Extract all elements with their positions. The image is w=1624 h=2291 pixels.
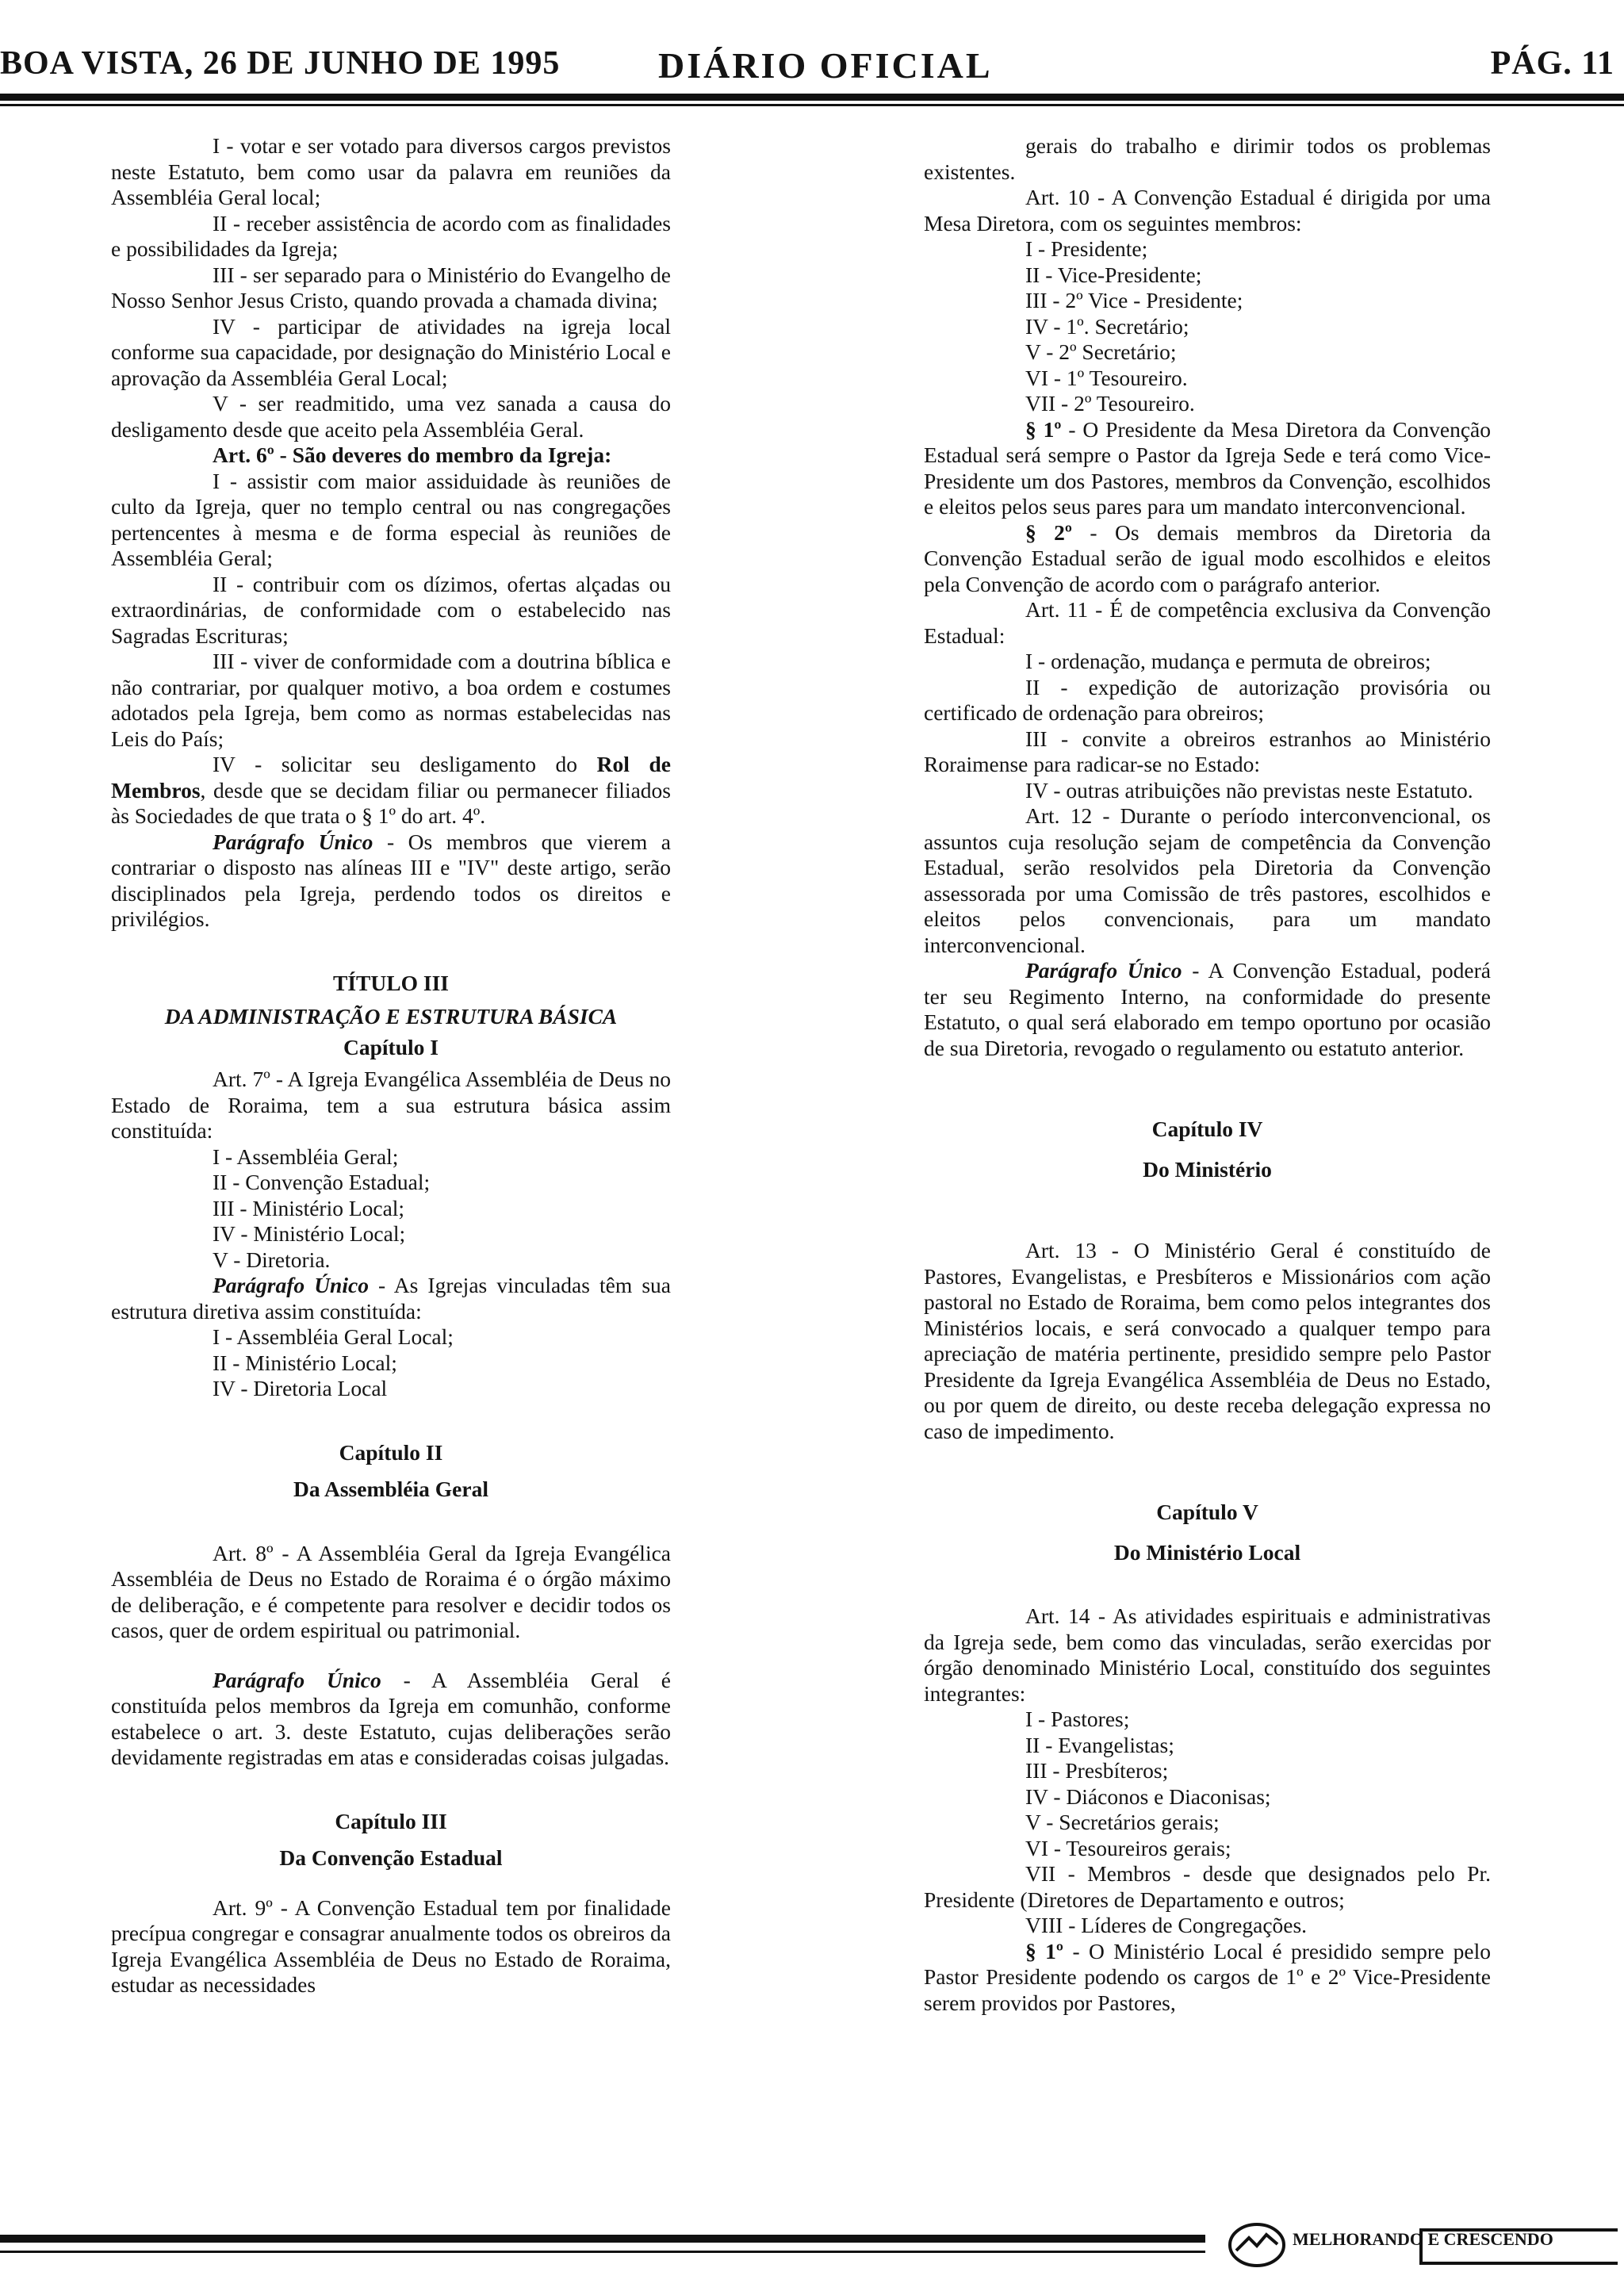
list-item: VIII - Líderes de Congregações. bbox=[1025, 1913, 1308, 1937]
paragraph: Art. 14 - As atividades espirituais e administrativas da Igreja sede, bem como das vinculadas, serão exercidas por órgão denominado Ministério Local, constituído dos seguintes integrantes: bbox=[924, 1603, 1491, 1706]
paragraph: Parágrafo Único - A Assembléia Geral é constituída pelos membros da Igreja em comunhão, conforme estabelece o art. 3. deste Estatuto, cujas deliberações serão devidamente registradas em atas e consideradas coisas julgadas. bbox=[111, 1667, 671, 1769]
list-item: II - Vice-Presidente; bbox=[1025, 262, 1202, 287]
chapter-subheading: Do Ministério bbox=[1143, 1156, 1272, 1182]
paragraph: § 1º - O Presidente da Mesa Diretora da Convenção Estadual será sempre o Pastor da Igreja Sede e terá como Vice-Presidente um dos Pastores, membros da Convenção, escolhidos e eleitos pelos seus pares para um mandato interconvencional. bbox=[924, 416, 1492, 519]
chapter-subheading: Da Convenção Estadual bbox=[279, 1845, 503, 1870]
paragraph: § 1º - O Ministério Local é presidido sempre pelo Pastor Presidente podendo os cargos de 1º e 2º Vice-Presidente serem providos por Pastores, bbox=[924, 1938, 1491, 2015]
list-item: I - Pastores; bbox=[1025, 1707, 1130, 1731]
chapter-subheading: Da Assembléia Geral bbox=[293, 1477, 488, 1501]
paragraph: II - receber assistência de acordo com as finalidades e possibilidades da Igreja; bbox=[111, 210, 671, 261]
paragraph: Parágrafo Único - As Igrejas vinculadas têm sua estrutura diretiva assim constituída: bbox=[111, 1273, 671, 1324]
page-header bbox=[0, 30, 1624, 106]
paragraph: I - assistir com maior assiduidade às reuniões de culto da Igreja, quer no templo central ou nas congregações pertencentes à mesma e de forma especial às reuniões de Assembléia Geral; bbox=[111, 468, 671, 570]
list-item: V - Secretários gerais; bbox=[1025, 1810, 1220, 1834]
footer-box bbox=[1419, 2228, 1618, 2265]
paragraph: Art. 7º - A Igreja Evangélica Assembléia de Deus no Estado de Roraima, tem a sua estrutura básica assim constituída: bbox=[111, 1067, 671, 1143]
paragraph: § 2º - Os demais membros da Diretoria da Convenção Estadual serão de igual modo escolhidos e eleitos pela Convenção de acordo com o parágrafo anterior. bbox=[924, 519, 1492, 596]
header-publication-title: DIÁRIO OFICIAL bbox=[658, 45, 993, 86]
header-rule-thick bbox=[0, 94, 1624, 101]
paragraph: IV - participar de atividades na igreja local conforme sua capacidade, por designação do Ministério Local e aprovação da Assembléia Geral Local; bbox=[111, 313, 671, 390]
list-item: II - Evangelistas; bbox=[1025, 1732, 1174, 1757]
list-item: III - Ministério Local; bbox=[213, 1195, 405, 1220]
paragraph: IV - solicitar seu desligamento do Rol de Membros, desde que se decidam filiar ou permanecer filiados às Sociedades de que trata o § 1º do art. 4º. bbox=[111, 752, 671, 828]
paragraph: III - convite a obreiros estranhos ao Ministério Roraimense para radicar-se no Estado: bbox=[924, 726, 1491, 776]
paragraph: III - viver de conformidade com a doutrina bíblica e não contrariar, por qualquer motivo, a boa ordem e costumes adotados pela Igreja, bem como as normas estabelecidas nas Leis do País; bbox=[111, 649, 671, 751]
list-item: V - 2º Secretário; bbox=[1025, 339, 1177, 364]
paragraph: Parágrafo Único - Os membros que vierem a contrariar o disposto nas alíneas III e "IV" deste artigo, serão disciplinados pela Igreja, perdendo todos os direitos e privilégios. bbox=[111, 829, 671, 931]
list-item: IV - Diretoria Local bbox=[213, 1376, 388, 1400]
paragraph: Art. 8º - A Assembléia Geral da Igreja Evangélica Assembléia de Deus no Estado de Roraima é o órgão máximo de deliberação, e é competente para resolver e decidir todos os casos, quer de ordem espiritual ou patrimonial. bbox=[111, 1540, 671, 1642]
paragraph: II - contribuir com os dízimos, ofertas alçadas ou extraordinárias, de conformidade com o estabelecido nas Sagradas Escrituras; bbox=[111, 571, 671, 648]
list-item: I - Presidente; bbox=[1025, 236, 1148, 261]
list-item: I - Assembléia Geral Local; bbox=[213, 1324, 454, 1349]
page-footer bbox=[0, 2220, 1624, 2284]
list-item: VI - Tesoureiros gerais; bbox=[1025, 1835, 1231, 1860]
paragraph: Art. 12 - Durante o período interconvencional, os assuntos cuja resolução sejam de competência da Convenção Estadual, serão resolvidos pela Diretoria da Convenção assessorada por uma Comissão de três pastores, escolhidos e eleitos pelos convencionais, para um mandato interconvencional. bbox=[924, 803, 1491, 957]
header-place-date: BOA VISTA, 26 DE JUNHO DE 1995 bbox=[0, 45, 561, 82]
list-item: II - Convenção Estadual; bbox=[213, 1170, 431, 1194]
list-item: III - Presbíteros; bbox=[1025, 1758, 1169, 1783]
chapter-heading: Capítulo III bbox=[335, 1808, 447, 1833]
header-page-number: PÁG. 11 bbox=[1490, 45, 1614, 82]
paragraph: I - ordenação, mudança e permuta de obreiros; bbox=[1025, 649, 1431, 673]
left-column bbox=[111, 133, 671, 1998]
list-item: IV - 1º. Secretário; bbox=[1025, 313, 1189, 339]
footer-rule-thick bbox=[0, 2235, 1205, 2243]
right-column bbox=[924, 133, 1491, 2016]
paragraph: gerais do trabalho e dirimir todos os problemas existentes. bbox=[924, 133, 1491, 184]
paragraph: VII - Membros - desde que designados pelo Pr. Presidente (Diretores de Departamento e outros; bbox=[924, 1861, 1491, 1912]
list-item: VII - 2º Tesoureiro. bbox=[1025, 391, 1195, 416]
list-item: VI - 1º Tesoureiro. bbox=[1025, 365, 1188, 390]
paragraph: IV - outras atribuições não previstas neste Estatuto. bbox=[1025, 777, 1473, 803]
paragraph: Art. 10 - A Convenção Estadual é dirigida por uma Mesa Diretora, com os seguintes membros: bbox=[924, 185, 1491, 236]
title-heading: TÍTULO III bbox=[333, 970, 449, 995]
list-item: V - Diretoria. bbox=[213, 1247, 331, 1272]
chapter-heading: Capítulo I bbox=[343, 1034, 439, 1059]
title-subheading: DA ADMINISTRAÇÃO E ESTRUTURA BÁSICA bbox=[164, 1004, 618, 1029]
article-heading: Art. 6º - São deveres do membro da Igreja: bbox=[213, 442, 612, 467]
list-item: IV - Ministério Local; bbox=[213, 1221, 406, 1246]
government-logo-icon bbox=[1225, 2220, 1289, 2270]
list-item: III - 2º Vice - Presidente; bbox=[1025, 288, 1243, 312]
paragraph: III - ser separado para o Ministério do Evangelho de Nosso Senhor Jesus Cristo, quando provada a chamada divina; bbox=[111, 262, 671, 312]
list-item: I - Assembléia Geral; bbox=[213, 1144, 399, 1169]
list-item: II - Ministério Local; bbox=[213, 1350, 397, 1375]
chapter-subheading: Do Ministério Local bbox=[1113, 1539, 1301, 1565]
paragraph: V - ser readmitido, uma vez sanada a causa do desligamento desde que aceito pela Assembléia Geral. bbox=[111, 391, 671, 442]
paragraph: Art. 13 - O Ministério Geral é constituído de Pastores, Evangelistas, e Presbíteros e Missionários com ação pastoral no Estado de Roraima, bem como pelos integrantes dos Ministérios locais, e será convocado a qualquer tempo para apreciação de matéria pertinente, presidido sempre pelo Pastor Presidente da Igreja Evangélica Assembléia de Deus no Estado, ou por quem de direito, ou deste receba delegação expressa no caso de impedimento. bbox=[924, 1238, 1491, 1443]
paragraph: II - expedição de autorização provisória ou certificado de ordenação para obreiros; bbox=[924, 674, 1491, 725]
chapter-heading: Capítulo V bbox=[1156, 1500, 1258, 1524]
footer-rule-thin bbox=[0, 2251, 1205, 2253]
paragraph: Parágrafo Único - A Convenção Estadual, poderá ter seu Regimento Interno, na conformidade do presente Estatuto, o qual será elaborado em tempo oportuno por ocasião de sua Diretoria, revogado o regulamento ou estatuto anterior. bbox=[924, 958, 1491, 1060]
chapter-heading: Capítulo IV bbox=[1151, 1117, 1263, 1141]
chapter-heading: Capítulo II bbox=[339, 1439, 443, 1465]
paragraph: Art. 9º - A Convenção Estadual tem por finalidade precípua congregar e consagrar anualmente todos os obreiros da Igreja Evangélica Assembléia de Deus no Estado de Roraima, estudar as necessidades bbox=[111, 1894, 671, 1997]
list-item: IV - Diáconos e Diaconisas; bbox=[1025, 1783, 1271, 1809]
paragraph: I - votar e ser votado para diversos cargos previstos neste Estatuto, bem como usar da palavra em reuniões da Assembléia Geral local; bbox=[111, 133, 671, 209]
footer-slogan: MELHORANDO E CRESCENDO bbox=[1293, 2229, 1553, 2249]
paragraph: Art. 11 - É de competência exclusiva da Convenção Estadual: bbox=[924, 597, 1491, 648]
header-rule-thin bbox=[0, 104, 1624, 106]
